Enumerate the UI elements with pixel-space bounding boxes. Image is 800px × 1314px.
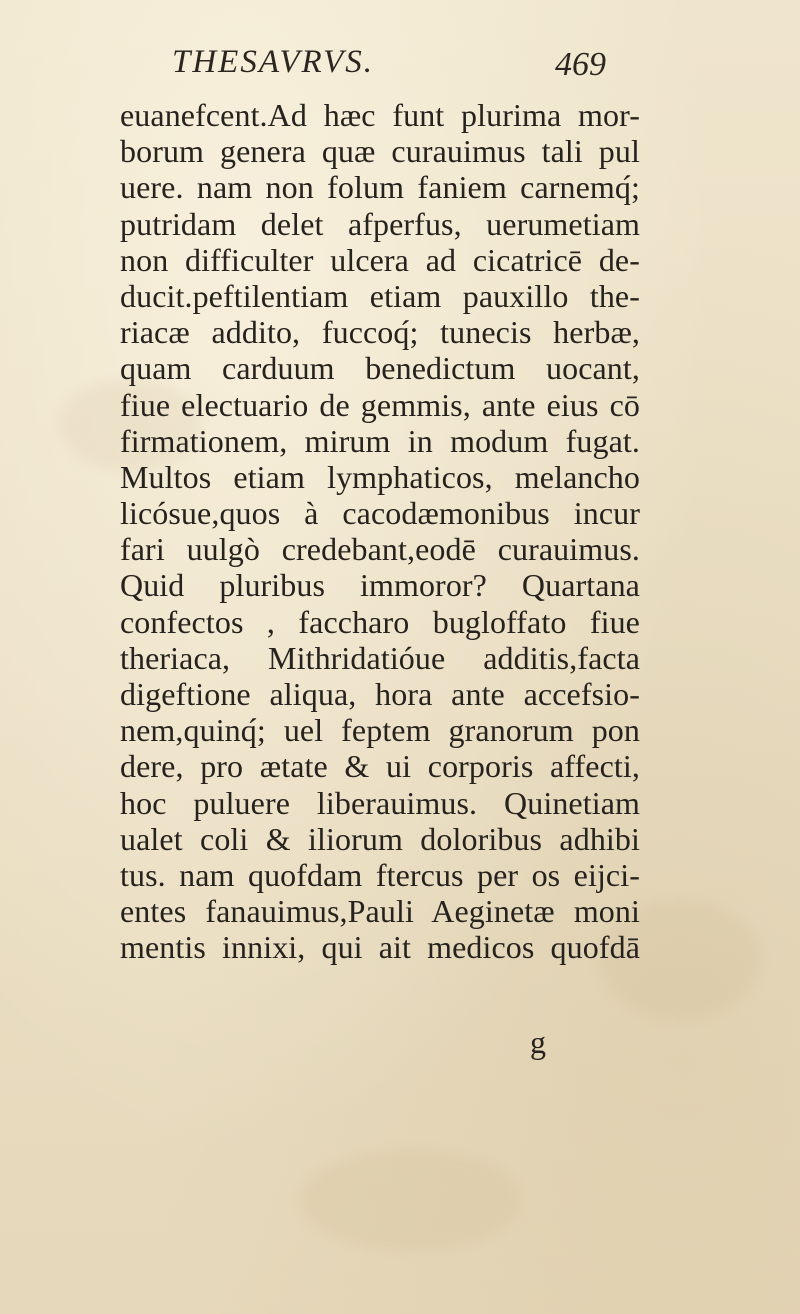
text-line: riacæ addito, fuccoq́; tunecis herbæ, xyxy=(120,314,640,351)
text-line: quam carduum benedictum uocant, xyxy=(120,350,640,387)
text-line: non difficulter ulcera ad cicatricē de- xyxy=(120,241,640,278)
running-title: THESAVRVS. xyxy=(172,44,374,80)
text-line: Multos etiam lymphaticos, melancho xyxy=(120,458,640,495)
text-line: entes fanauimus,Pauli Aeginetæ moni xyxy=(120,893,640,930)
text-line: ducit.peftilentiam etiam pauxillo the- xyxy=(120,277,640,314)
text-line: euanefcent.Ad hæc funt plurima mor- xyxy=(120,97,640,133)
text-line: uere. nam non folum faniem carnemq́; xyxy=(120,169,640,206)
text-line: Quid pluribus immoror? Quartana xyxy=(120,567,640,604)
text-line: hoc puluere liberauimus. Quinetiam xyxy=(120,784,640,821)
text-line: firmationem, mirum in modum fugat. xyxy=(120,422,640,459)
page-header xyxy=(0,44,800,84)
paper-stain xyxy=(300,1150,520,1250)
text-line: confectos , faccharo bugloffato fiue xyxy=(120,603,640,640)
signature-mark: g xyxy=(530,1024,546,1060)
text-line: dere, pro ætate & ui corporis affecti, xyxy=(120,748,640,785)
text-line: tus. nam quofdam ftercus per os eijci- xyxy=(120,856,640,893)
text-line: nem,quinq́; uel feptem granorum pon xyxy=(120,712,640,749)
text-line: borum genera quæ curauimus tali pul xyxy=(120,133,640,170)
text-line: fari uulgò credebant,eodē curauimus. xyxy=(120,531,640,568)
page-number: 469 xyxy=(555,46,606,83)
text-line: mentis innixi, qui ait medicos quofdā xyxy=(120,929,640,966)
text-line: putridam delet afperfus, uerumetiam xyxy=(120,205,640,242)
text-line: licósue,quos à cacodæmonibus incur xyxy=(120,495,640,532)
text-line: ualet coli & iliorum doloribus adhibi xyxy=(120,820,640,857)
text-line: fiue electuario de gemmis, ante eius cō xyxy=(120,386,640,423)
text-line: theriaca, Mithridatióue additis,facta xyxy=(120,639,640,676)
text-line: digeftione aliqua, hora ante accefsio- xyxy=(120,676,640,712)
body-text xyxy=(120,97,640,966)
